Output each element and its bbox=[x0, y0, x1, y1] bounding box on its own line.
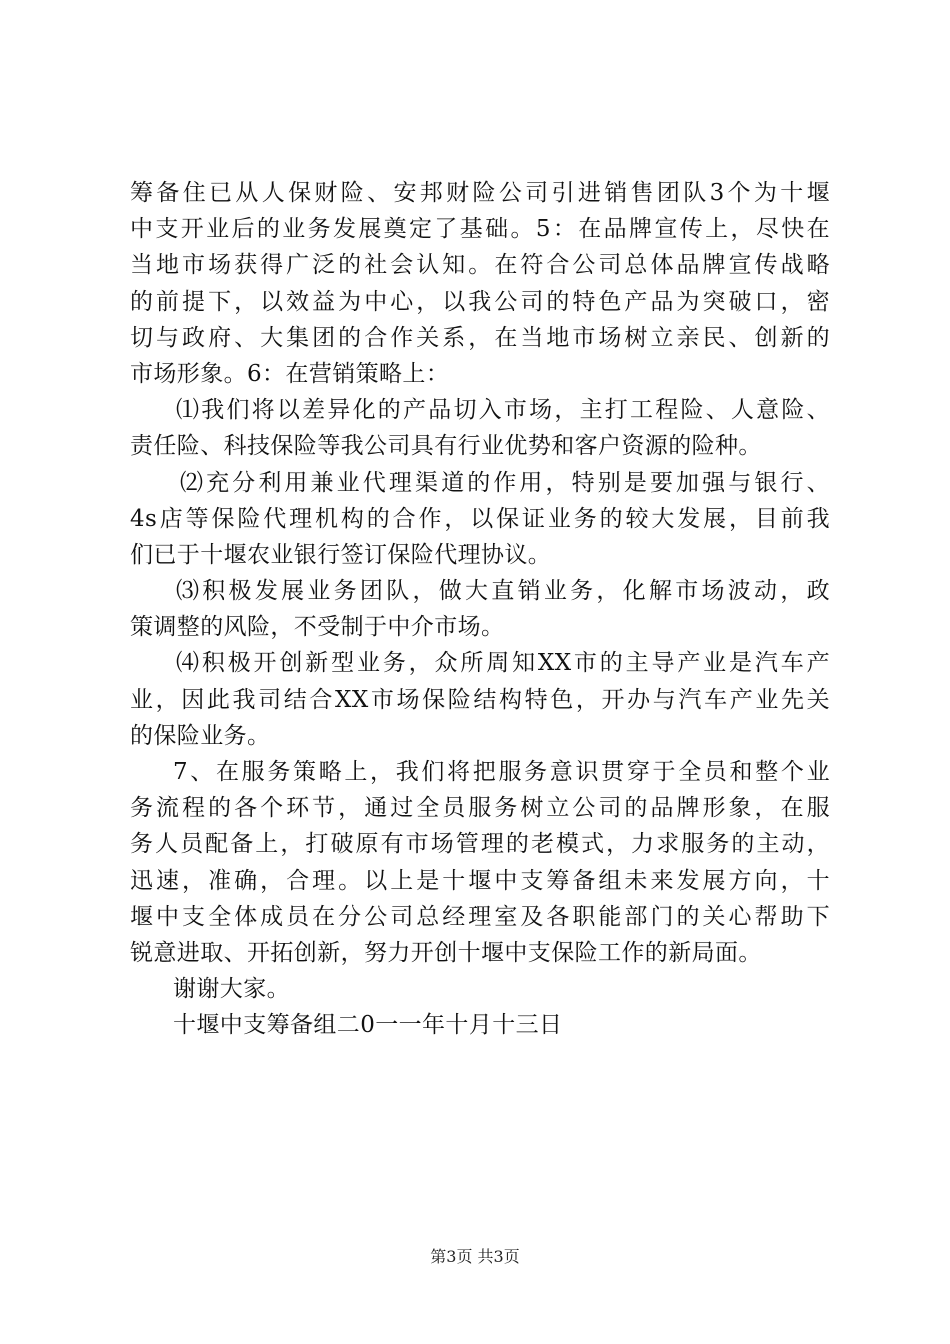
text-line: 锐意进取、开拓创新，努力开创十堰中支保险工作的新局面。 bbox=[130, 939, 762, 966]
text-line: 筹备住已从人保财险、安邦财险公司引进销售团队3个为十堰 bbox=[130, 180, 830, 206]
text-line: 业，因此我司结合XX市场保险结构特色，开办与汽车产业先关 bbox=[130, 686, 830, 713]
closing-line: 谢谢大家。 bbox=[173, 976, 290, 1003]
text-line: 责任险、科技保险等我公司具有行业优势和客户资源的险种。 bbox=[130, 433, 762, 460]
signature-date-line: 十堰中支筹备组二0一一年十月十三日 bbox=[173, 1012, 563, 1039]
page-number-footer: 第3页 共3页 bbox=[430, 1247, 520, 1266]
text-line: 们已于十堰农业银行签订保险代理协议。 bbox=[130, 541, 552, 568]
list-item-line: ⑷积极开创新型业务，众所周知XX市的主导产业是汽车产 bbox=[176, 650, 830, 677]
document-body bbox=[130, 175, 830, 1044]
text-line: 的保险业务。 bbox=[130, 722, 271, 749]
text-line: 务流程的各个环节，通过全员服务树立公司的品牌形象，在服 bbox=[130, 795, 830, 822]
text-line: 切与政府、大集团的合作关系，在当地市场树立亲民、创新的 bbox=[130, 324, 830, 351]
text-line: 中支开业后的业务发展奠定了基础。5：在品牌宣传上，尽快在 bbox=[130, 216, 830, 243]
text-line: 的前提下，以效益为中心，以我公司的特色产品为突破口，密 bbox=[130, 288, 830, 315]
list-item-line: ⑵充分利用兼业代理渠道的作用，特别是要加强与银行、 bbox=[180, 469, 830, 496]
list-item-line: ⑶积极发展业务团队，做大直销业务，化解市场波动，政 bbox=[176, 578, 830, 605]
text-line: 当地市场获得广泛的社会认知。在符合公司总体品牌宣传战略 bbox=[130, 252, 830, 279]
list-item-line: ⑴我们将以差异化的产品切入市场，主打工程险、人意险、 bbox=[176, 397, 830, 424]
text-line: 策调整的风险，不受制于中介市场。 bbox=[130, 614, 505, 641]
text-line: 市场形象。6：在营销策略上： bbox=[130, 360, 450, 387]
text-line: 务人员配备上，打破原有市场管理的老模式，力求服务的主动， bbox=[130, 831, 830, 858]
text-line: 迅速，准确，合理。以上是十堰中支筹备组未来发展方向，十 bbox=[130, 867, 830, 894]
paragraph-line: 7、在服务策略上，我们将把服务意识贯穿于全员和整个业 bbox=[173, 759, 830, 785]
text-line: 4s店等保险代理机构的合作，以保证业务的较大发展，目前我 bbox=[130, 505, 830, 532]
text-line: 堰中支全体成员在分公司总经理室及各职能部门的关心帮助下 bbox=[130, 903, 830, 930]
